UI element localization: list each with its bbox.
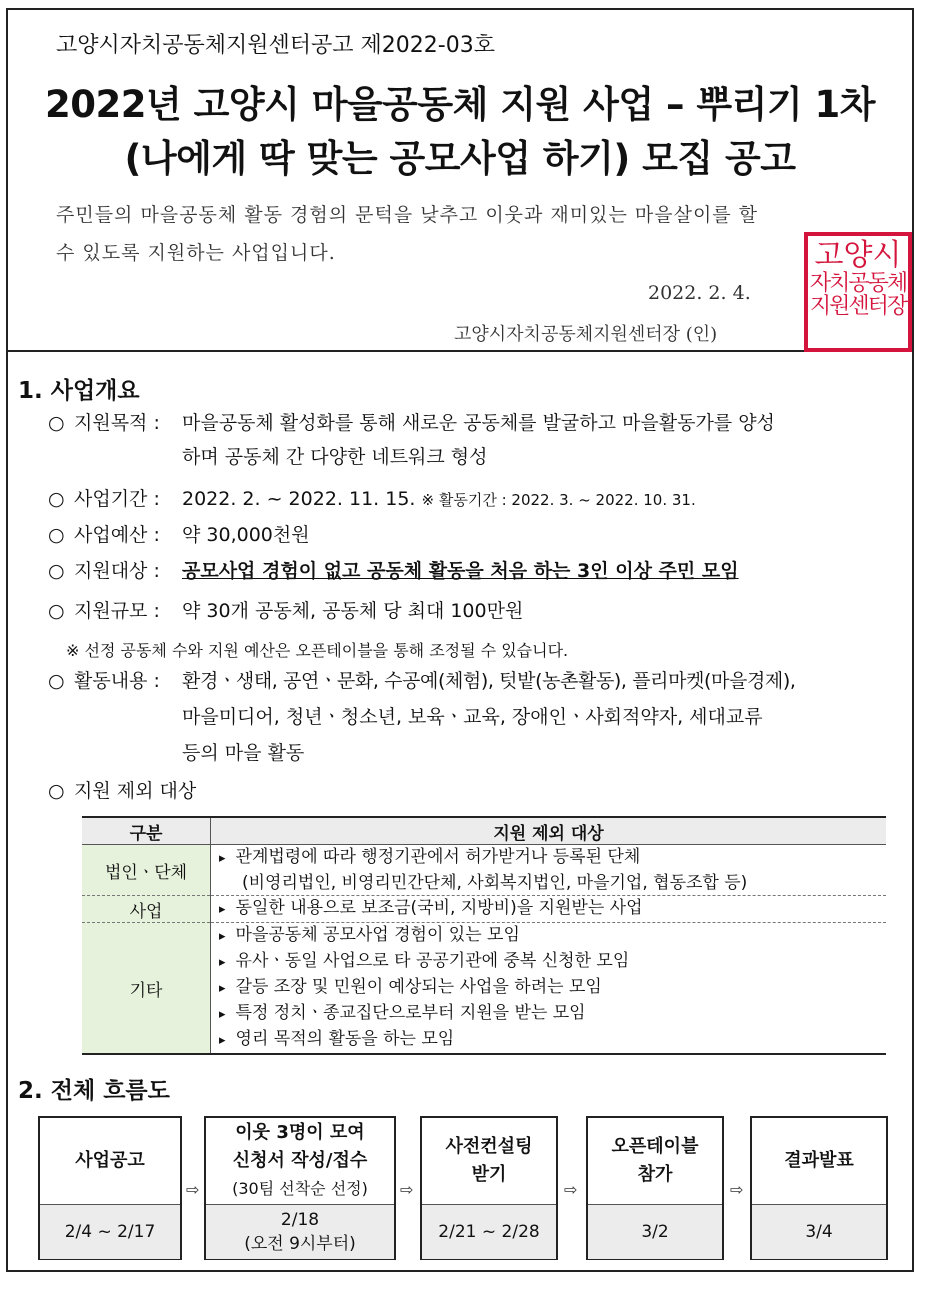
list-item: ▸ 마을공동체 공모사업 경험이 있는 모임	[219, 923, 878, 949]
item-text	[182, 482, 696, 517]
step-title-line: (30팀 선착순 선정)	[232, 1179, 368, 1198]
table-header-row	[82, 817, 886, 845]
step-date	[588, 1205, 722, 1259]
overview-item	[48, 518, 160, 552]
notice-number: 고양시자치공동체지원센터공고 제2022-03호	[56, 33, 495, 58]
step-title-line: 참가	[637, 1164, 673, 1185]
arrow-right-icon: ⇨	[186, 1180, 200, 1199]
item-label: 지원규모 :	[74, 600, 160, 622]
document-frame	[6, 8, 914, 1272]
item-text: 하며 공동체 간 다양한 네트워크 형성	[182, 446, 488, 468]
flow-step	[586, 1116, 724, 1260]
circle-bullet-icon: ○	[48, 560, 65, 582]
circle-bullet-icon: ○	[48, 412, 65, 434]
step-date-line: 3/2	[641, 1222, 669, 1242]
table-category: 법인ㆍ단체	[82, 845, 211, 896]
step-date	[752, 1205, 886, 1259]
step-title-line: 오픈테이블	[611, 1136, 699, 1157]
overview-item	[48, 664, 160, 698]
flow-step	[204, 1116, 396, 1260]
step-date	[40, 1205, 180, 1259]
table-row	[82, 896, 886, 923]
overview-item	[48, 406, 160, 440]
table-category: 사업	[82, 896, 211, 923]
list-item: ▸ 동일한 내용으로 보조금(국비, 지방비)을 지원받는 사업	[219, 896, 878, 922]
item-text: 약 30,000천원	[182, 524, 310, 546]
step-date-line: 2/18	[280, 1210, 320, 1230]
period: 2022. 2. ~ 2022. 11. 15.	[182, 488, 416, 510]
list-item	[219, 845, 878, 895]
adjustment-note: ※ 선정 공동체 수와 지원 예산은 오픈테이블을 통해 조정될 수 있습니다.	[66, 641, 569, 660]
seal-line-2: 자치공동체	[809, 270, 907, 296]
item-label: 사업기간 :	[74, 488, 160, 510]
item-text: 공모사업 경험이 없고 공동체 활동을 처음 하는 3인 이상 주민 모임	[182, 560, 739, 582]
list-item: ▸ 영리 목적의 활동을 하는 모임	[219, 1027, 878, 1053]
intro-line-1: 주민들의 마을공동체 활동 경험의 문턱을 낮추고 이웃과 재미있는 마을살이를 할	[56, 204, 759, 226]
step-date-line: 2/21 ~ 2/28	[438, 1222, 540, 1242]
item-text: 마을미디어, 청년ㆍ청소년, 보육ㆍ교육, 장애인ㆍ사회적약자, 세대교류	[182, 706, 763, 728]
table-header: 구분	[82, 817, 211, 845]
item-label: 사업예산 :	[74, 524, 160, 546]
step-date	[422, 1205, 556, 1259]
flow-step	[420, 1116, 558, 1260]
item-label: 활동내용 :	[74, 670, 160, 692]
circle-bullet-icon: ○	[48, 600, 65, 622]
intro-text	[56, 196, 886, 272]
step-date-line: (오전 9시부터)	[244, 1234, 356, 1254]
notice-date: 2022. 2. 4.	[648, 282, 751, 304]
step-date	[206, 1205, 394, 1259]
seal-line-3: 지원센터장	[809, 293, 907, 319]
circle-bullet-icon: ○	[48, 780, 65, 802]
official-seal	[804, 232, 912, 352]
circle-bullet-icon: ○	[48, 488, 65, 510]
step-date-line: 2/4 ~ 2/17	[64, 1222, 156, 1242]
section-2-heading: 2. 전체 흐름도	[18, 1078, 170, 1104]
circle-bullet-icon: ○	[48, 524, 65, 546]
arrow-right-icon: ⇨	[730, 1180, 744, 1199]
table-row	[82, 923, 886, 1055]
notice-header	[8, 10, 912, 352]
table-category: 기타	[82, 923, 211, 1055]
table-header: 지원 제외 대상	[211, 817, 887, 845]
list-item: ▸ 유사ㆍ동일 사업으로 타 공공기관에 중복 신청한 모임	[219, 949, 878, 975]
item-text: 등의 마을 활동	[182, 742, 305, 764]
table-cell	[211, 923, 887, 1055]
step-title-line: 사업공고	[75, 1150, 145, 1171]
arrow-right-icon: ⇨	[400, 1180, 414, 1199]
section-1-heading: 1. 사업개요	[18, 378, 140, 404]
circle-bullet-icon: ○	[48, 670, 65, 692]
step-title-line: 사전컨설팅	[445, 1136, 533, 1157]
list-item: ▸ 갈등 조장 및 민원이 예상되는 사업을 하려는 모임	[219, 975, 878, 1001]
list-item-text: 관계법령에 따라 행정기관에서 허가받거나 등록된 단체	[235, 847, 641, 867]
intro-line-2: 수 있도록 지원하는 사업입니다.	[56, 242, 336, 264]
overview-item	[48, 774, 196, 808]
item-text: 환경ㆍ생태, 공연ㆍ문화, 수공예(체험), 텃밭(농촌활동), 플리마켓(마을경제),	[182, 670, 796, 692]
item-text: 마을공동체 활성화를 통해 새로운 공동체를 발굴하고 마을활동가를 양성	[182, 412, 775, 434]
step-title-line: 이웃 3명이 모여	[235, 1122, 365, 1143]
table-cell	[211, 845, 887, 896]
step-title	[588, 1118, 722, 1205]
item-text: 약 30개 공동체, 공동체 당 최대 100만원	[182, 600, 524, 622]
table-row	[82, 845, 886, 896]
list-item: ▸ 특정 정치ㆍ종교집단으로부터 지원을 받는 모임	[219, 1001, 878, 1027]
exclusion-table	[82, 816, 886, 1055]
item-label: 지원대상 :	[74, 560, 160, 582]
step-title	[40, 1118, 180, 1205]
step-title	[422, 1118, 556, 1205]
table-cell	[211, 896, 887, 923]
title-line-2: (나에게 딱 맞는 공모사업 하기) 모집 공고	[124, 137, 796, 180]
step-title	[206, 1118, 394, 1205]
item-label: 지원목적 :	[74, 412, 160, 434]
step-title-line: 받기	[471, 1164, 507, 1185]
flow-step	[38, 1116, 182, 1260]
step-title	[752, 1118, 886, 1205]
arrow-right-icon: ⇨	[564, 1180, 578, 1199]
overview-item	[48, 482, 160, 516]
list-item-sub: (비영리법인, 비영리민간단체, 사회복지법인, 마을기업, 협동조합 등)	[242, 873, 748, 893]
title-line-1: 2022년 고양시 마을공동체 지원 사업 – 뿌리기 1차	[44, 83, 875, 126]
step-date-line: 3/4	[805, 1222, 833, 1242]
flow-step	[750, 1116, 888, 1260]
overview-item	[48, 554, 160, 588]
issuer: 고양시자치공동체지원센터장 (인)	[454, 324, 718, 345]
seal-line-1: 고양시	[814, 238, 902, 273]
step-title-line: 신청서 작성/접수	[232, 1150, 368, 1171]
overview-item	[48, 594, 160, 628]
item-label: 지원 제외 대상	[74, 780, 197, 802]
step-title-line: 결과발표	[784, 1150, 854, 1171]
activity-period: ※ 활동기간 : 2022. 3. ~ 2022. 10. 31.	[421, 491, 696, 509]
